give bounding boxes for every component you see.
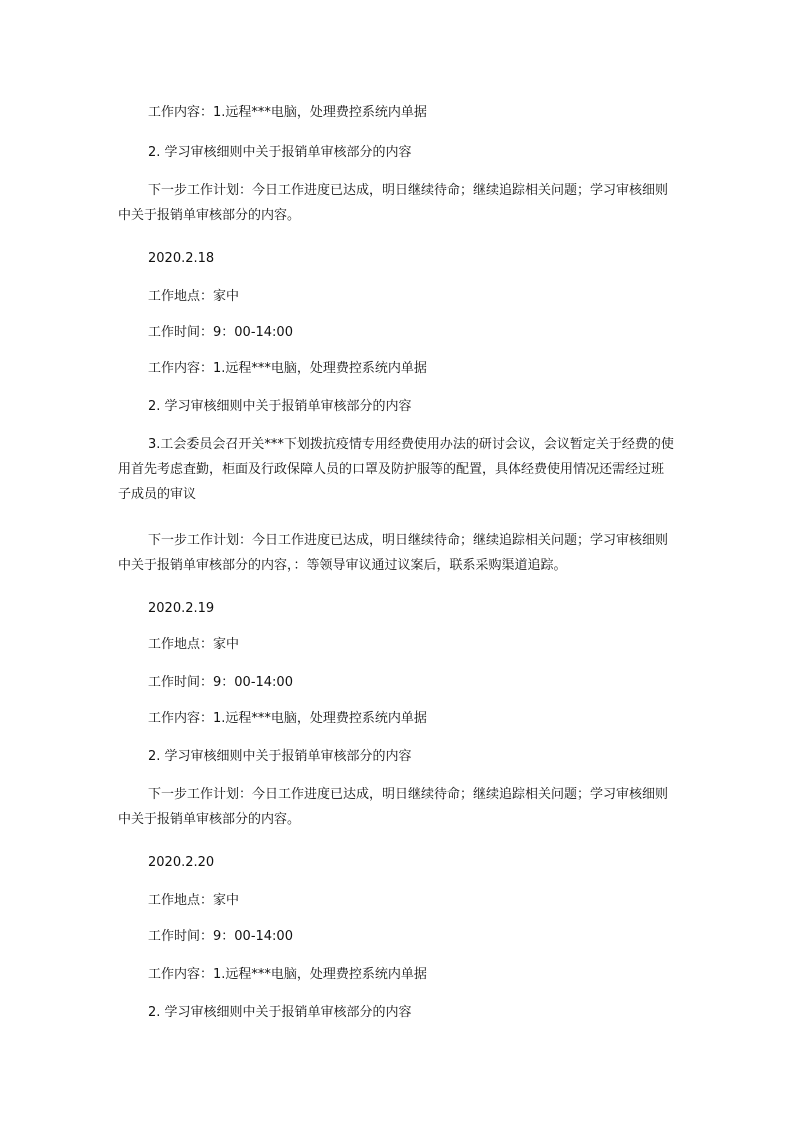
- paragraph-work-location-2: 工作地点：家中: [148, 637, 240, 652]
- paragraph-next-plan-1: 下一步工作计划：今日工作进度已达成，明日继续待命；继续追踪相关问题；学习审核细则中关于报销单审核部分的内容。: [118, 183, 669, 223]
- paragraph-study-item-4: 2. 学习审核细则中关于报销单审核部分的内容: [148, 1005, 412, 1020]
- paragraph-date-2020-2-20: 2020.2.20: [148, 855, 215, 870]
- paragraph-work-content-1: 工作内容：1.远程***电脑，处理费控系统内单据: [148, 105, 427, 120]
- paragraph-work-location-1: 工作地点：家中: [148, 289, 240, 304]
- paragraph-union-meeting: 3.工会委员会召开关***下划拨抗疫情专用经费使用办法的研讨会议，会议暂定关于经费的使用首先考虑査勤，柜面及行政保障人员的口罩及防护服等的配置，具体经费使用情况还需经过班子成员的审议: [118, 437, 674, 502]
- paragraph-work-time-1: 工作时间：9：00-14:00: [148, 325, 293, 340]
- paragraph-work-content-3: 工作内容：1.远程***电脑，处理费控系统内单据: [148, 711, 427, 726]
- paragraph-work-content-4: 工作内容：1.远程***电脑，处理费控系统内单据: [148, 967, 427, 982]
- paragraph-study-item-2: 2. 学习审核细则中关于报销单审核部分的内容: [148, 399, 412, 414]
- paragraph-date-2020-2-18: 2020.2.18: [148, 251, 215, 266]
- paragraph-date-2020-2-19: 2020.2.19: [148, 601, 215, 616]
- paragraph-work-content-2: 工作内容：1.远程***电脑，处理费控系统内单据: [148, 361, 427, 376]
- paragraph-work-time-2: 工作时间：9：00-14:00: [148, 675, 293, 690]
- paragraph-work-location-3: 工作地点：家中: [148, 893, 240, 908]
- paragraph-study-item-1: 2. 学习审核细则中关于报销单审核部分的内容: [148, 145, 412, 160]
- paragraph-study-item-3: 2. 学习审核细则中关于报销单审核部分的内容: [148, 749, 412, 764]
- paragraph-work-time-3: 工作时间：9：00-14:00: [148, 929, 293, 944]
- paragraph-next-plan-3: 下一步工作计划：今日工作进度已达成，明日继续待命；继续追踪相关问题；学习审核细则中关于报销单审核部分的内容。: [118, 787, 669, 827]
- paragraph-next-plan-2: 下一步工作计划：今日工作进度已达成，明日继续待命；继续追踪相关问题；学习审核细则中关于报销单审核部分的内容，：等领导审议通过议案后，联系采购渠道追踪。: [118, 533, 669, 573]
